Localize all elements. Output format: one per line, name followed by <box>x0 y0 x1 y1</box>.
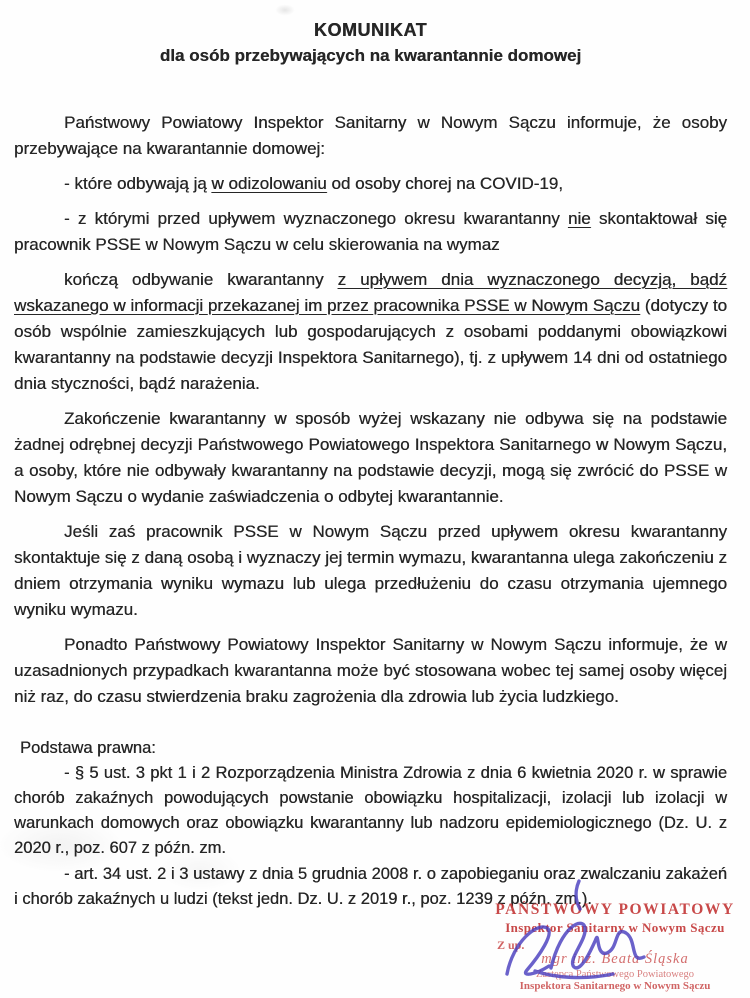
bullet-no-contact-underlined: nie <box>567 209 591 228</box>
paragraph-intro-text: Państwowy Powiatowy Inspektor Sanitarny w Nowym Sączu informuje, że osoby przebywające na kwarantannie domowej: <box>14 113 727 158</box>
bullet-isolation <box>14 171 727 197</box>
paragraph-repeat-quarantine <box>14 632 727 710</box>
bullet-isolation-underlined: w odizolowaniu <box>211 174 327 193</box>
paragraph-quarantine-end-pre: kończą odbywanie kwarantanny <box>64 270 338 289</box>
bullet-isolation-pre: - które odbywają ją <box>64 174 212 193</box>
document-subtitle: dla osób przebywających na kwarantannie domowej <box>159 46 582 65</box>
stamp-authority-line1: PAŃSTWOWY POWIATOWY <box>495 901 735 918</box>
paragraph-intro <box>14 110 727 162</box>
official-stamp <box>487 901 743 992</box>
document-body <box>14 110 727 912</box>
document-title: KOMUNIKAT <box>313 20 428 40</box>
bullet-no-contact <box>14 206 727 258</box>
stamp-authorization-label: Z up. <box>497 938 525 952</box>
stamp-signer-role-line2: Inspektora Sanitarnego w Nowym Sączu <box>519 980 711 992</box>
paragraph-no-separate-decision-text: Zakończenie kwarantanny w sposób wyżej wskazany nie odbywa się na podstawie żadnej odrębnej decyzji Państwowego Powiatowego Inspektora Sanitarnego w Nowym Sączu, a osoby, które nie odbywały kwarantanny na podstawie decyzji, mogą się zwrócić do PSSE w Nowym Sączu o wydanie zaświadczenia o odbytej kwarantannie. <box>14 409 727 506</box>
paragraph-repeat-quarantine-text: Ponadto Państwowy Powiatowy Inspektor Sanitarny w Nowym Sączu informuje, że w uzasadnionych przypadkach kwarantanna może być stosowana wobec tej samej osoby więcej niż raz, do czasu stwierdzenia braku zagrożenia dla zdrowia lub życia ludzkiego. <box>14 635 727 706</box>
legal-basis-item-1-text: - § 5 ust. 3 pkt 1 i 2 Rozporządzenia Ministra Zdrowia z dnia 6 kwietnia 2020 r. w sprawie chorób zakaźnych powodujących powstanie obowiązku hospitalizacji, izolacji lub izolacji w warunkach domowych oraz obowiązku kwarantanny lub nadzoru epidemiologicznego (Dz. U. z 2020 r., poz. 607 z późn. zm. <box>14 764 727 857</box>
paragraph-quarantine-end-post: (dotyczy to osób wspólnie zamieszkujących lub gospodarujących z osobami poddanymi obowiązkowi kwarantanny na podstawie decyzji Inspektora Sanitarnego), tj. z upływem 14 dni od ostatniego dnia styczności, bądź narażenia. <box>14 296 728 393</box>
legal-basis-item-1 <box>14 761 727 861</box>
stamp-signer-role-line1: Zastępca Państwowego Powiatowego <box>535 969 695 980</box>
bullet-no-contact-pre: - z którymi przed upływem wyznaczonego okresu kwarantanny <box>64 209 568 228</box>
legal-basis-heading: Podstawa prawna: <box>20 739 156 757</box>
bullet-isolation-post: od osoby chorej na COVID-19, <box>326 174 563 193</box>
paragraph-swab-contact <box>14 519 727 623</box>
bullet-no-contact-post: skontaktował się pracownik PSSE w Nowym Sączu w celu skierowania na wymaz <box>14 209 728 254</box>
paragraph-no-separate-decision <box>14 406 727 510</box>
paragraph-quarantine-end-underlined: z upływem dnia wyznaczonego decyzją, bądź wskazanego w informacji przekazanej im przez pracownika PSSE w Nowym Sączu <box>14 270 727 315</box>
stamp-authority-line2: Inspektor Sanitarny w Nowym Sączu <box>505 920 725 935</box>
legal-basis-item-2-text: - art. 34 ust. 2 i 3 ustawy z dnia 5 grudnia 2008 r. o zapobieganiu oraz zwalczaniu zakażeń i chorób zakaźnych u ludzi (tekst jedn. Dz. U. z 2019 r., poz. 1239 z późn. zm.). <box>14 865 727 908</box>
paragraph-swab-contact-text: Jeśli zaś pracownik PSSE w Nowym Sączu przed upływem okresu kwarantanny skontaktuje się z daną osobą i wyznaczy jej termin wymazu, kwarantanna ulega zakończeniu z dniem otrzymania wyniku wymazu lub ulega przedłużeniu do czasu otrzymania ujemnego wyniku wymazu. <box>14 522 727 619</box>
legal-basis-section <box>14 736 727 912</box>
stamp-signer-name: mgr inż. Beata Śląska <box>541 951 689 967</box>
paragraph-quarantine-end <box>14 267 727 397</box>
